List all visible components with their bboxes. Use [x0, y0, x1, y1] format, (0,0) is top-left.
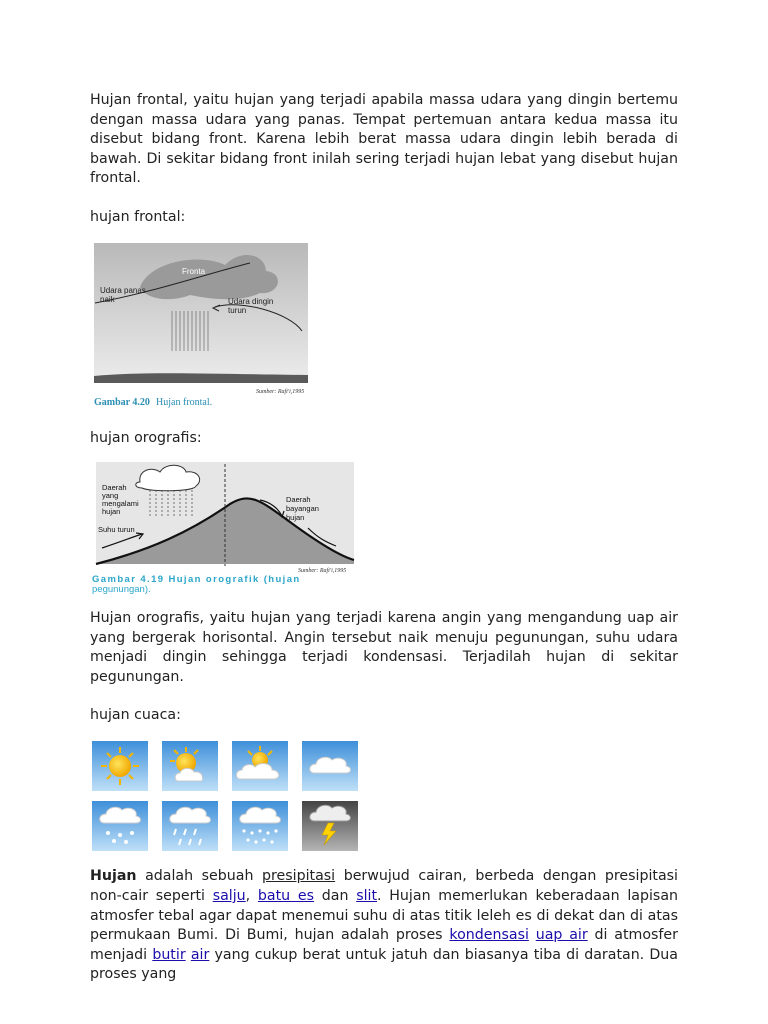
source-frontal: Sumber: Rafi'i,1995	[256, 388, 305, 395]
text-run: adalah sebuah	[136, 868, 262, 885]
document-page	[90, 91, 678, 985]
caption-frontal-number: Gambar 4.20	[94, 396, 150, 408]
label-hujan-cuaca: hujan cuaca:	[90, 707, 181, 724]
label-hujan-frontal: hujan frontal:	[90, 208, 186, 225]
paragraph-definisi-hujan	[90, 867, 678, 985]
label-warm-air-1: Udara panas	[100, 285, 146, 295]
frontal-diagram	[90, 243, 310, 409]
label-temperature-drop: Suhu turun	[98, 524, 135, 534]
label-rain-area-4: hujan	[102, 506, 121, 516]
sun-icon	[92, 741, 148, 791]
thunderstorm-icon	[302, 801, 358, 851]
label-rain-area-3: mengalami	[102, 498, 139, 508]
label-rain-area-2: yang	[102, 490, 119, 500]
figure-hujan-orografis	[90, 462, 360, 596]
caption-orografis-line1: Gambar 4.19 Hujan orografik (hujan	[92, 573, 301, 585]
weather-icon-grid	[90, 739, 360, 855]
label-rain-area-1: Daerah	[102, 482, 127, 492]
text-run: dan	[314, 887, 357, 904]
paragraph-hujan-orografis: Hujan orografis, yaitu hujan yang terjadi karena angin yang mengandung uap air yang bergerak horisontal. Angin tersebut naik menuju pegunungan, suhu udara menjadi dingin sehingga terjadi kondensasi. Terjadilah hujan di sekitar pegunungan.	[90, 609, 678, 685]
text-run: di atmosfer menjadi	[90, 927, 678, 963]
orographic-diagram	[90, 462, 360, 596]
label-cold-air-2: turun	[228, 305, 247, 315]
label-hujan-orografis: hujan orografis:	[90, 429, 202, 446]
label-warm-air-2: naik	[100, 294, 115, 304]
text-run: . Hujan memerlukan keberadaan lapisan atmosfer tebal agar dapat menemui suhu di atas titik leleh es di dekat dan di atas permukaan Bumi. Di Bumi, hujan adalah proses	[90, 887, 678, 944]
term-hujan: Hujan	[90, 868, 137, 885]
link-uap-air[interactable]: uap air	[535, 927, 588, 944]
label-front: Fronta	[182, 266, 206, 276]
link-slit[interactable]: slit	[356, 887, 378, 904]
text-run: ,	[245, 887, 258, 904]
link-presipitasi[interactable]: presipitasi	[262, 868, 336, 885]
caption-frontal-text: Hujan frontal.	[156, 396, 213, 408]
cloud-icon	[302, 741, 358, 791]
source-orografis: Sumber: Rafi'i,1995	[298, 567, 347, 574]
rain-icon	[162, 801, 218, 851]
paragraph-hujan-frontal: Hujan frontal, yaitu hujan yang terjadi apabila massa udara yang dingin bertemu dengan massa udara yang panas. Tempat pertemuan antara kedua massa itu disebut bidang front. Karena lebih berat massa udara dingin lebih berada di bawah. Di sekitar bidang front inilah sering terjadi hujan lebat yang disebut hujan frontal.	[90, 92, 678, 187]
link-air[interactable]: air	[190, 946, 210, 963]
link-butir[interactable]: butir	[152, 946, 186, 963]
caption-orografis-line2: pegunungan).	[92, 583, 151, 595]
text-run: berwujud cairan, berbeda dengan presipitasi non-cair seperti	[90, 868, 678, 904]
label-rain-shadow-1: Daerah	[286, 494, 311, 504]
figure-hujan-frontal	[90, 243, 310, 409]
text-run: yang cukup berat untuk jatuh dan biasanya tiba di daratan. Dua proses yang	[90, 946, 678, 983]
label-rain-shadow-2: bayangan	[286, 503, 319, 513]
sleet-icon	[232, 801, 288, 851]
sun-behind-cloud-icon	[232, 741, 288, 791]
link-batu-es[interactable]: batu es	[257, 887, 315, 904]
weather-icons	[90, 739, 360, 855]
link-salju[interactable]: salju	[212, 887, 246, 904]
label-rain-shadow-3: hujan	[286, 512, 305, 522]
link-kondensasi[interactable]: kondensasi	[449, 927, 529, 944]
sun-cloud-icon	[162, 741, 218, 791]
label-cold-air-1: Udara dingin	[228, 296, 274, 306]
light-rain-icon	[92, 801, 148, 851]
text-run	[529, 927, 536, 943]
